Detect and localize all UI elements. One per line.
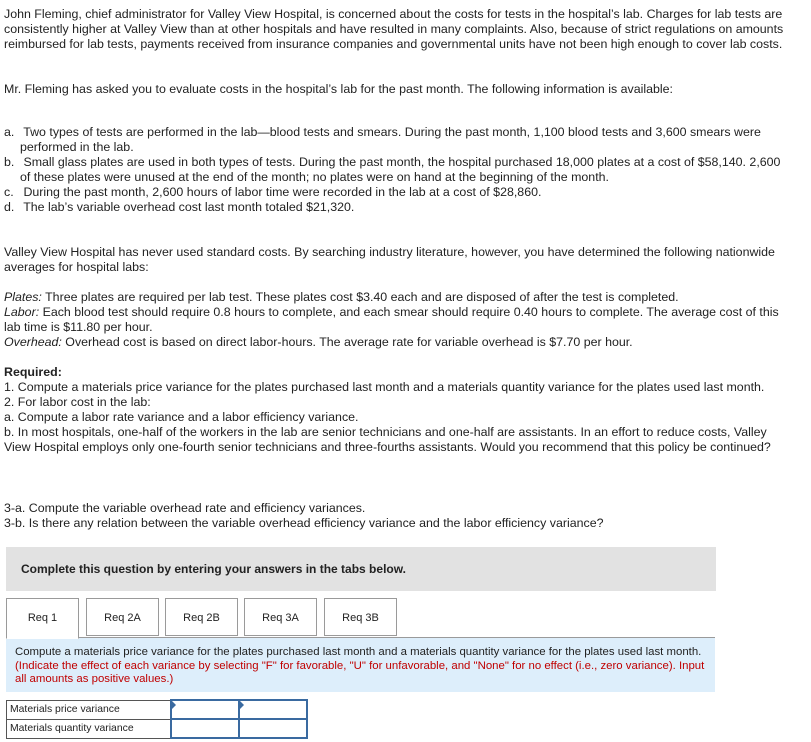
row-label-quantity-variance: Materials quantity variance <box>7 719 172 738</box>
fact-text: Small glass plates are used in both types of tests. During the past month, the hospital purchased 18,000 plates at a cost of $58,140. 2,600 of these plates were unused at the end of the month; no plates were on hand at the beginning of the month. <box>20 155 781 184</box>
required-2a: a. Compute a labor rate variance and a labor efficiency variance. <box>4 410 359 424</box>
standard-plates <box>4 290 794 305</box>
tab-req-3a[interactable]: Req 3A <box>244 598 317 636</box>
standards-intro: Valley View Hospital has never used standard costs. By searching industry literature, however, you have determined the following nationwide averages for hospital labs: <box>4 245 775 274</box>
instruction-main: Compute a materials price variance for the plates purchased last month and a materials quantity variance for the plates used last month. <box>15 646 702 658</box>
fact-text: During the past month, 2,600 hours of labor time were recorded in the lab at a cost of $28,860. <box>23 185 542 199</box>
standard-overhead <box>4 335 794 350</box>
standards-block <box>4 290 794 350</box>
dropdown-caret-icon <box>240 701 244 709</box>
required-2: 2. For labor cost in the lab: <box>4 395 151 409</box>
labor-text: Each blood test should require 0.8 hours to complete, and each smear should require 0.40 hours to complete. The average cost of this lab time is $11.80 per hour. <box>4 305 779 334</box>
table-row <box>7 719 308 738</box>
fact-item <box>4 125 794 155</box>
overhead-text: Overhead cost is based on direct labor-hours. The average rate for variable overhead is $7.70 per hour. <box>61 335 633 349</box>
question-instruction <box>6 638 715 692</box>
overhead-label: Overhead: <box>4 335 62 349</box>
fact-text: Two types of tests are performed in the lab—blood tests and smears. During the past month, 1,100 blood tests and 3,600 smears were performed in the lab. <box>20 125 761 154</box>
required-3a: 3-a. Compute the variable overhead rate and efficiency variances. <box>4 501 366 515</box>
labor-label: Labor: <box>4 305 40 319</box>
row-label-price-variance: Materials price variance <box>7 700 172 719</box>
price-variance-effect-cell <box>239 700 307 719</box>
intro-paragraph-1: John Fleming, chief administrator for Valley View Hospital, is concerned about the costs for tests in the hospital’s lab. Charges for lab tests are consistently higher at Valley View than at other hospitals and have resulted in many complaints. Also, because of strict regulations on amounts reimbursed for lab tests, payments received from insurance companies and governmental units have not been high enough to cover lab costs. <box>4 7 784 51</box>
quantity-variance-effect-select[interactable] <box>240 721 306 736</box>
instruction-note: (Indicate the effect of each variance by selecting "F" for favorable, "U" for unfavorable, and "None" for no effect (i.e., zero variance). Input all amounts as positive values.) <box>15 659 705 685</box>
plates-text: Three plates are required per lab test. These plates cost $3.40 each and are disposed of after the test is completed. <box>41 290 679 304</box>
fact-mark: b. <box>4 155 15 169</box>
plates-label: Plates: <box>4 290 42 304</box>
standard-labor <box>4 305 794 335</box>
tab-req-2a[interactable]: Req 2A <box>86 598 159 636</box>
price-variance-amount-input[interactable] <box>172 702 238 717</box>
required-3-block <box>4 501 794 531</box>
quantity-variance-effect-cell <box>239 719 307 738</box>
required-1: 1. Compute a materials price variance for the plates purchased last month and a materials quantity variance for the plates used last month. <box>4 380 765 394</box>
intro-paragraph-2: Mr. Fleming has asked you to evaluate costs in the hospital’s lab for the past month. The following information is available: <box>4 82 673 96</box>
fact-item <box>4 185 794 200</box>
fact-mark: d. <box>4 200 15 214</box>
tab-req-3b[interactable]: Req 3B <box>324 598 397 636</box>
instructions-banner: Complete this question by entering your answers in the tabs below. <box>6 547 716 591</box>
quantity-variance-amount-input[interactable] <box>172 721 238 736</box>
fact-item <box>4 155 794 185</box>
tab-req-1[interactable]: Req 1 <box>6 598 79 639</box>
price-variance-amount-cell <box>171 700 239 719</box>
facts-list <box>4 125 794 215</box>
required-2b: b. In most hospitals, one-half of the workers in the lab are senior technicians and one-half are assistants. In an effort to reduce costs, Valley View Hospital employs only one-fourth senior technicians and three-fourths assistants. Would you recommend that this policy be continued? <box>4 425 771 454</box>
fact-item <box>4 200 794 215</box>
tab-req-2b[interactable]: Req 2B <box>165 598 238 636</box>
table-row <box>7 700 308 719</box>
price-variance-effect-select[interactable] <box>240 702 306 717</box>
dropdown-caret-icon <box>172 701 176 709</box>
required-3b: 3-b. Is there any relation between the variable overhead efficiency variance and the labor efficiency variance? <box>4 516 604 530</box>
quantity-variance-amount-cell <box>171 719 239 738</box>
required-block <box>4 365 794 455</box>
fact-text: The lab’s variable overhead cost last month totaled $21,320. <box>23 200 355 214</box>
fact-mark: a. <box>4 125 15 139</box>
answer-table <box>6 699 308 739</box>
required-title: Required: <box>4 365 62 379</box>
fact-mark: c. <box>4 185 14 199</box>
